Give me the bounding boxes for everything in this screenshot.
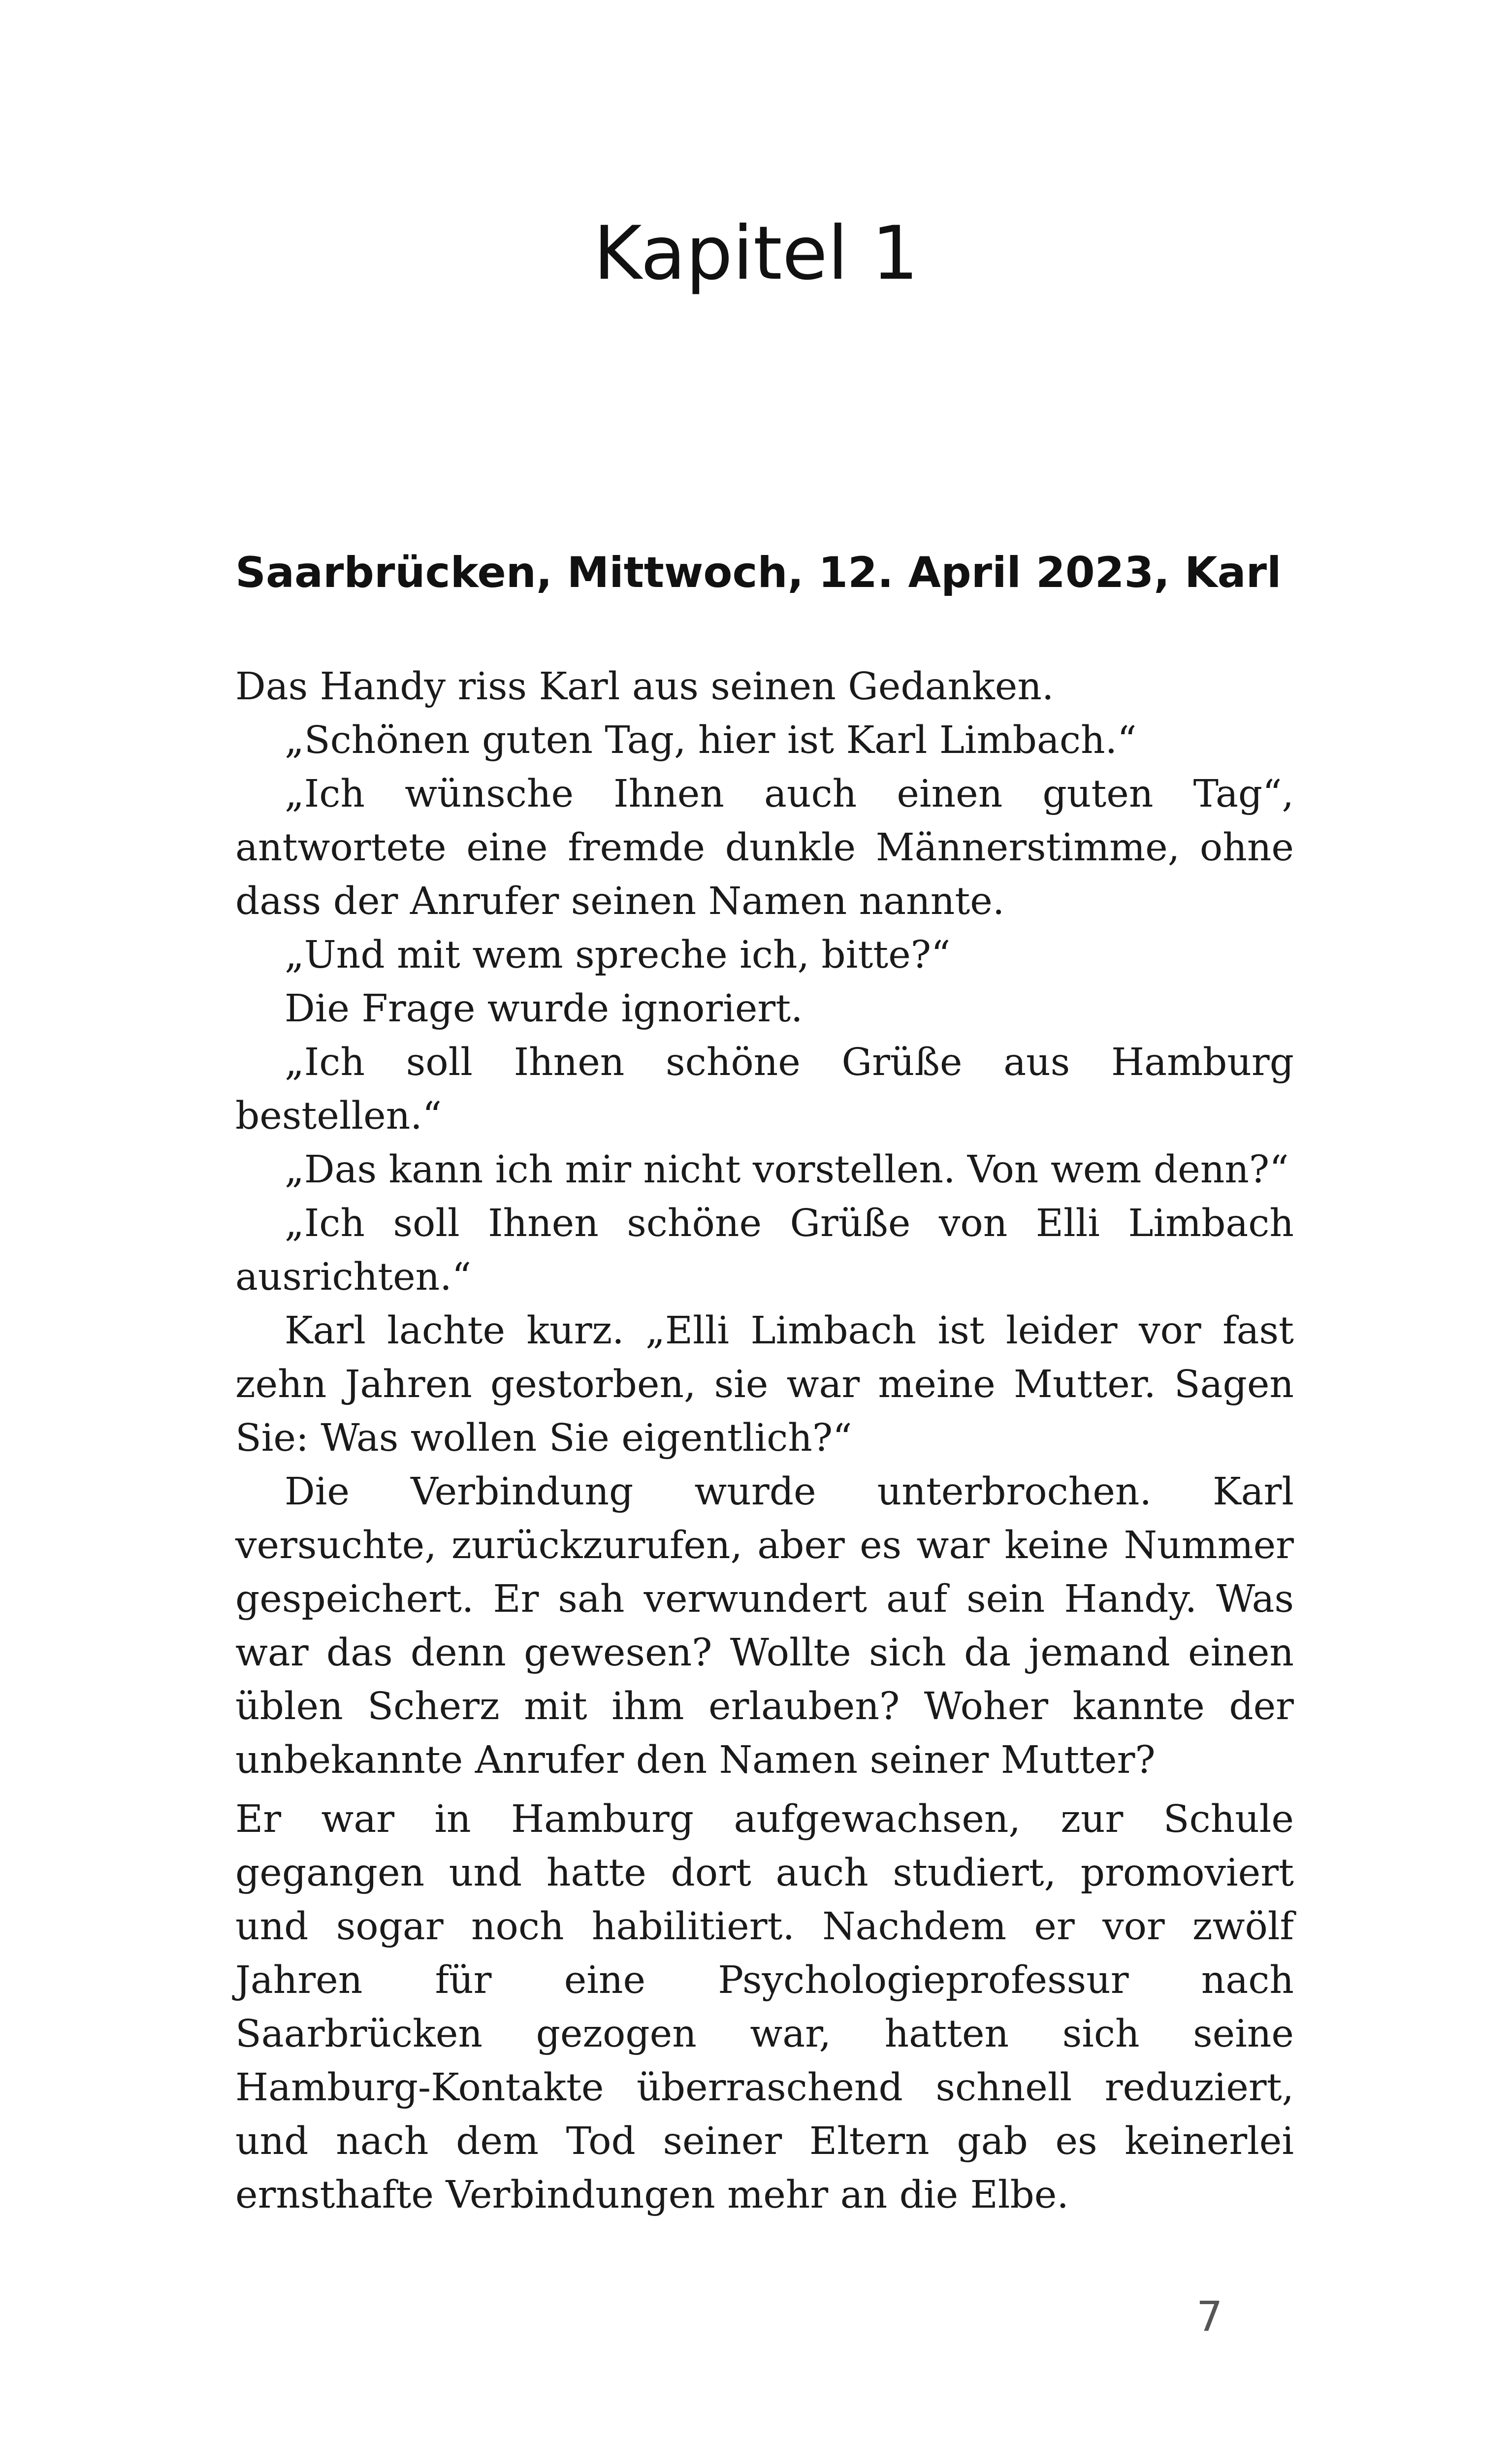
text-block-backstory	[235, 1792, 1294, 2222]
paragraph: Die Frage wurde ignoriert.	[285, 987, 803, 1031]
scene-heading: Saarbrücken, Mittwoch, 12. April 2023, Karl	[235, 548, 1282, 597]
paragraph: „Das kann ich mir nicht vorstellen. Von wem denn?“	[285, 1148, 1289, 1192]
paragraph: Das Handy riss Karl aus seinen Gedanken.	[235, 665, 1054, 709]
paragraph: Die Verbindung wurde unterbrochen. Karl versuchte, zurückzurufen, aber es war keine Nummer gespeichert. Er sah verwundert auf sein Handy. Was war das denn gewesen? Wollte sich da jemand einen üblen Scherz mit ihm erlauben? Woher kannte der unbekannte Anrufer den Namen seiner Mutter?	[235, 1470, 1294, 1782]
paragraph: „Und mit wem spreche ich, bitte?“	[285, 933, 951, 977]
paragraph: Er war in Hamburg aufgewachsen, zur Schule gegangen und hatte dort auch studiert, promoviert und sogar noch habilitiert. Nachdem er vor zwölf Jahren für eine Psychologieprofessur nach Saarbrücken gezogen war, hatten sich seine Hamburg-Kontakte überraschend schnell reduziert, und nach dem Tod seiner Eltern gab es keinerlei ernsthafte Verbindungen mehr an die Elbe.	[235, 1797, 1294, 2217]
paragraph: „Schönen guten Tag, hier ist Karl Limbach.“	[285, 718, 1137, 762]
paragraph: „Ich soll Ihnen schöne Grüße aus Hamburg bestellen.“	[235, 1041, 1294, 1138]
page-number: 7	[1196, 2292, 1223, 2341]
paragraph: Karl lachte kurz. „Elli Limbach ist leider vor fast zehn Jahren gestorben, sie war meine Mutter. Sagen Sie: Was wollen Sie eigentlich?“	[235, 1309, 1294, 1460]
chapter-title: Kapitel 1	[593, 211, 919, 296]
paragraph: „Ich soll Ihnen schöne Grüße von Elli Limbach ausrichten.“	[235, 1202, 1294, 1299]
paragraph: „Ich wünsche Ihnen auch einen guten Tag“, antwortete eine fremde dunkle Männerstimme, ohne dass der Anrufer seinen Namen nannte.	[235, 772, 1294, 923]
text-block-dialogue	[235, 660, 1294, 1787]
